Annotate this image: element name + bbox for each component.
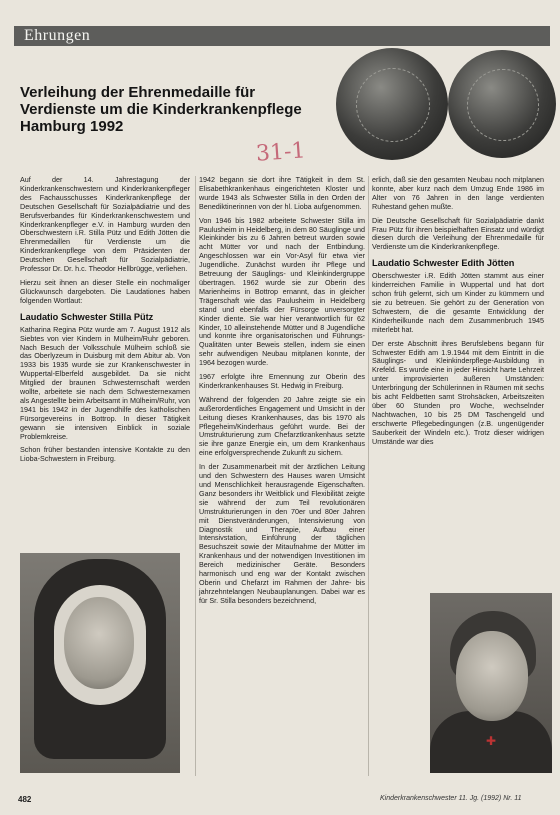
medal-back-image [448, 50, 556, 158]
intro-paragraph: Auf der 14. Jahrestagung der Kinderkrankenschwestern und Kinderkrankenpfleger des Fachausschusses Kinderkrankenpflege der Deutschen Gesellschaft für Sozialpädiatrie und des Berufsverbandes für Kinderkrankenschwestern und Kinderkrankenpfleger e.V. in Hamburg wurden den Oberschwestern i.R. Stilla Pütz und Edith Jötten die Ehrenmedaillen für Verdienste um die Kinderkrankenpflege von dem Präsidenten der Deutschen Gesellschaft für Sozialpädiatrie, Professor Dr. Dr. h.c. Theodor Hellbrügge, verliehen. [20, 175, 190, 274]
body-paragraph: In der Zusammenarbeit mit der ärztlichen Leitung und den Schwestern des Hauses waren Umsicht und Menschlichkeit herausragende Eigenschaften. Ganz besonders ihr Weitblick und Flexibilität zeigte sie während der zum Teil revolutionären Umstrukturierungen in den 70er und 80er Jahren mit Dienstveränderungen, Intensivierung von Diagnostik und Therapie, Aufbau einer Intensivstation, Einführung der täglichen Besuchszeit sowie der Mitaufnahme der Mütter im Krankenhaus und der notwendigen Investitionen im Bereich medizinischer Geräte. Besonders harmonisch und eng war der Kontakt zwischen Oberin und Chefarzt im Rahmen der Jahre- bis jahrzehntelangen Neubauplanungen. Dabei war es für Sr. Stilla besonders bezeichnend, [199, 462, 365, 605]
photo-stilla-puetz [20, 553, 180, 773]
photo-edith-joetten [430, 593, 552, 773]
body-paragraph: Katharina Regina Pütz wurde am 7. August 1912 als Siebtes von vier Kindern in Mülheim/Ruhr geboren. Nach Besuch der Volksschule Mülheim schloß sie das Oberlyzeum in Duisburg mit dem Abitur ab. Von 1933 bis 1935 wurde sie zur Krankenschwester in Wuppertal-Elberfeld ausgebildet. Da sie nicht Mitglied der braunen Schwesternschaft werden wollte, arbeitete sie nach dem Schwesternexamen als Angestellte beim Arbeitsamt in Mülheim/Ruhr, von 1941 bis 1942 in der Jugendhilfe des katholischen Fürsorgevereins in Bottrop. In dieser Tätigkeit gewann sie intensiven Einblick in soziale Problemkreise. [20, 324, 190, 441]
column-1 [20, 176, 190, 469]
column-3 [372, 176, 544, 451]
column-divider [368, 176, 369, 776]
section-banner [14, 26, 550, 46]
handwritten-note: 31-1 [255, 138, 307, 167]
body-paragraph: Oberschwester i.R. Edith Jötten stammt aus einer kinderreichen Familie in Wuppertal und hat dort schon früh gelernt, sich um Kinder zu kümmern und sie zu betreuen. Sie gehört zu der Generation von Schwestern, die die gesamte Entwicklung der Kinderheilkunde nach dem Zusammenbruch 1945 miterlebt hat. [372, 271, 544, 334]
body-paragraph: 1942 begann sie dort ihre Tätigkeit in dem St. Elisabethkrankenhaus eingerichteten Kloster und wurde 1943 als Schwester Stilla in den Orden der Benediktinerinnen von der hl. Lioba aufgenommen. [199, 175, 365, 211]
body-paragraph: Der erste Abschnitt ihres Berufslebens begann für Schwester Edith am 1.9.1944 mit dem Eintritt in die Säuglings- und Kleinkinderpflege-Ausbildung in Krefeld. Es wurde eine in jeder Hinsicht harte Lehrzeit unter improvisierten äußeren Umständen: Unterbringung der Schülerinnen in Räumen mit sechs bis acht Feldbetten samt Strohsäcken, Arbeitszeiten über 60 Stunden pro Woche, wechselnder Nachtwachen, 10 bis 25 DM Taschengeld und erschwerte Pflegebedingungen (z.B. ungenügender Sauberkeit der Windeln etc.). Trotz dieser widrigen Umstände war dies [372, 338, 544, 446]
section-title: Ehrungen [24, 27, 91, 44]
article-title: Verleihung der Ehrenmedaille für Verdienste um die Kinderkrankenpflege Hamburg 1992 [20, 84, 302, 135]
body-paragraph: erlich, daß sie den gesamten Neubau noch mitplanen konnte, aber kurz nach dem Umzug Ende 1986 im Alter von 76 Jahren in den lange verdienten Ruhestand gehen mußte. [372, 175, 544, 211]
medal-front-image [336, 48, 448, 160]
laudatio-heading-joetten: Laudatio Schwester Edith Jötten [372, 258, 515, 269]
body-paragraph: Schon früher bestanden intensive Kontakte zu den Lioba-Schwestern in Freiburg. [20, 445, 190, 464]
body-paragraph: Die Deutsche Gesellschaft für Sozialpädiatrie dankt Frau Pütz für ihren beispielhaften Einsatz und würdigt diesen durch die Verleihung der Ehrenmedaille für Verdienste um die Kinderkrankenpflege. [372, 215, 544, 252]
column-divider [195, 176, 196, 776]
body-paragraph: 1967 erfolgte ihre Ernennung zur Oberin des Kinderkrankenhauses St. Hedwig in Freiburg. [199, 372, 365, 390]
column-2 [199, 176, 365, 611]
intro-paragraph-2: Hierzu seit ihnen an dieser Stelle ein nochmaliger Glückwunsch dargeboten. Die Laudationes haben folgenden Wortlaut: [20, 277, 190, 305]
body-paragraph: Während der folgenden 20 Jahre zeigte sie ein außerordentliches Engagement und Umsicht in der Leitung dieses Krankenhauses, das bis 1970 als Pflegeheim/Kinderhaus geführt wurde. Bei der Umstrukturierung zum Chefarztkrankenhaus setzte sie ihre ganze Energie ein, um dem Krankenhaus eine erfolgversprechende Zukunft zu sichern. [199, 394, 365, 458]
red-cross-badge-icon: ✚ [486, 734, 497, 748]
page-number: 482 [18, 795, 32, 804]
journal-citation: Kinderkrankenschwester 11. Jg. (1992) Nr. 11 [380, 795, 522, 802]
laudatio-heading-puetz: Laudatio Schwester Stilla Pütz [20, 311, 154, 322]
body-paragraph: Von 1946 bis 1982 arbeitete Schwester Stilla im Paulusheim in Heidelberg, in dem 80 Säuglinge und Kleinkinder bis zu 6 Jahren betreut wurden sowie acht Mütter vor und nach der Entbindung. Angeschlossen war ein Vor-Asyl für etwa vier Jugendliche. Zunächst wurden ihr Pflege und Betreuung der Säuglings- und Kleinkindergruppe übertragen. 1962 wurde sie zur Oberin des Marienheims in Bottrop ernannt, das in gleicher Trägerschaft wie das Paulusheim in Heidelberg stand und ebenfalls der Fürsorge unversorgter Kinder diente. Sie war hier verantwortlich für 62 Kinder, 10 alleinstehende Mütter und 8 Jugendliche und konnte ihre organisatorischen und Führungs-Qualitäten unter Beweis stellen, indem sie einen sehr aufwendigen Neubau mitplanen konnte, der 1964 bezogen wurde. [199, 215, 365, 368]
